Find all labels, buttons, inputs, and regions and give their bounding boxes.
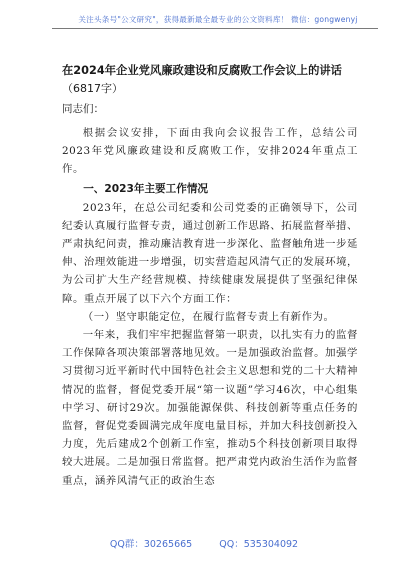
footer-contact <box>0 536 408 550</box>
footer-qq-group: QQ群：30265665 <box>109 539 193 550</box>
subsection-heading: （一）坚守职能定位，在履行监督专责上有新作为。 <box>82 310 335 323</box>
section-paragraph: 2023年，在总公司纪委和公司党委的正确领导下，公司纪委认真履行监督专责，通过创新工作思路、拓展监督举措、严肃执纪问责，推动廉洁教育进一步深化、监督触角进一步延伸、治理效能进一步增强，切实营造起风清气正的发展环境，为公司扩大生产经营规模、持续健康发展提供了坚强纪律保障。重点开展了以下六个方面工作： <box>62 201 358 305</box>
greeting: 同志们： <box>62 103 104 115</box>
document-body <box>62 62 358 490</box>
section-heading: 一、2023年主要工作情况 <box>83 182 209 195</box>
header-divider <box>52 28 378 29</box>
header-banner: 关注头条号"公文研究"，获得最新最全最专业的公文资料库！ 微信：gongwenyj <box>78 15 358 24</box>
document-title: 在2024年企业党风廉政建设和反腐败工作会议上的讲话 <box>62 64 342 77</box>
word-count: （6817字） <box>62 82 123 95</box>
footer-qq: QQ：535304092 <box>219 539 299 550</box>
intro-paragraph: 根据会议安排，下面由我向会议报告工作，总结公司2023年党风廉政建设和反腐败工作，安排2024年重点工作。 <box>62 127 358 176</box>
subsection-paragraph: 一年来，我们牢牢把握监督第一职责，以扎实有力的监督工作保障各项决策部署落地见效。一是加强政治监督。加强学习贯彻习近平新时代中国特色社会主义思想和党的二十大精神情况的监督，督促党委开展“第一议题”学习46次，中心组集中学习、研讨29次。加强能源保供、科技创新等重点任务的监督，督促党委圆满完成年度电量目标，并加大科技创新投入力度，先后建成2个创新工作室，推动5个科技创新项目取得较大进展。二是加强日常监督。把严肃党内政治生活作为监督重点，涵养风清气正的政治生态 <box>62 329 358 487</box>
